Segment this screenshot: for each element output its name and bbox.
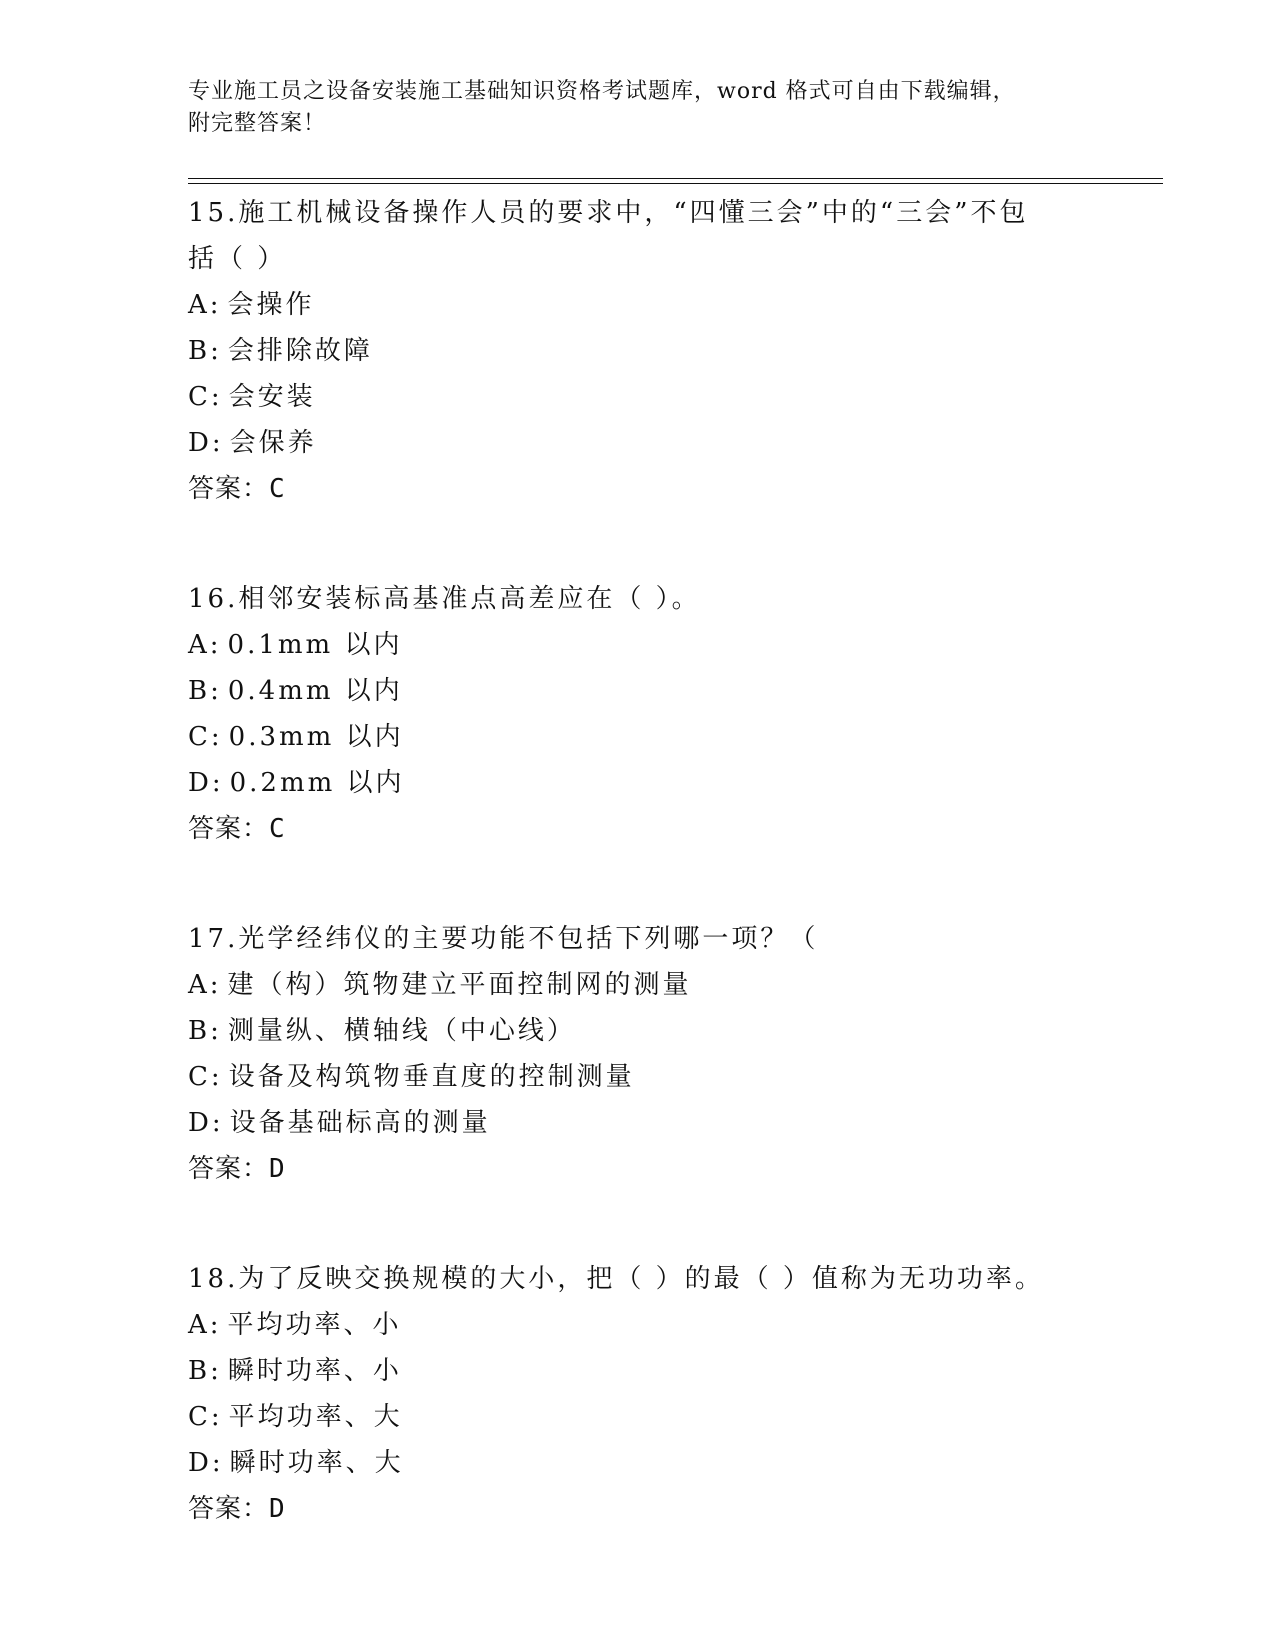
option-key: C: [188,382,223,412]
option-text: 会安装 [228,382,316,412]
question-stem [188,576,1088,622]
question-17 [188,916,1163,1192]
option-text: 平均功率、小 [227,1310,402,1340]
option-text: 瞬时功率、小 [227,1356,402,1386]
option-b [188,668,1163,714]
option-text: 会保养 [229,428,317,458]
option-key: A: [188,630,222,660]
option-a [188,622,1163,668]
option-key: D: [188,768,224,798]
question-stem [188,190,1088,282]
option-key: B: [188,676,222,706]
question-stem-line: 17.光学经纬仪的主要功能不包括下列哪一项？（ [188,924,819,954]
option-key: A: [188,1310,222,1340]
answer-line [188,1486,1163,1532]
option-text: 平均功率、大 [228,1402,403,1432]
option-text: 0.2mm 以内 [229,768,405,798]
option-key: B: [188,1016,222,1046]
option-b [188,328,1163,374]
option-c [188,374,1163,420]
question-stem-line: 括（ ） [188,244,287,274]
option-a [188,962,1163,1008]
option-text: 0.1mm 以内 [227,630,403,660]
option-text: 0.4mm 以内 [227,676,403,706]
option-key: B: [188,1356,222,1386]
option-text: 设备基础标高的测量 [229,1108,491,1138]
question-16 [188,576,1163,852]
option-text: 0.3mm 以内 [228,722,404,752]
option-b [188,1348,1163,1394]
header-line-1: 专业施工员之设备安装施工基础知识资格考试题库，word 格式可自由下载编辑， [188,79,1016,104]
answer-label: 答案： [188,474,270,504]
option-b [188,1008,1163,1054]
answer-value: D [269,1494,286,1524]
answer-line [188,1146,1163,1192]
option-d [188,420,1163,466]
option-text: 测量纵、横轴线（中心线） [227,1016,576,1046]
option-key: C: [188,1062,223,1092]
answer-label: 答案： [188,1494,270,1524]
question-stem [188,1256,1088,1302]
question-stem [188,916,1088,962]
option-c [188,1054,1163,1100]
question-stem-line: 18.为了反映交换规模的大小，把（ ）的最（ ）值称为无功功率。 [188,1264,1044,1294]
option-a [188,282,1163,328]
header-line-2: 附完整答案！ [188,111,327,136]
question-stem-line: 15.施工机械设备操作人员的要求中，“四懂三会”中的“三会”不包 [188,198,1029,228]
option-text: 会排除故障 [227,336,373,366]
option-key: C: [188,1402,223,1432]
option-text: 设备及构筑物垂直度的控制测量 [228,1062,635,1092]
option-text: 瞬时功率、大 [229,1448,404,1478]
option-key: A: [188,290,222,320]
question-18 [188,1256,1163,1532]
option-d [188,760,1163,806]
option-a [188,1302,1163,1348]
option-text: 建（构）筑物建立平面控制网的测量 [227,970,692,1000]
option-key: B: [188,336,222,366]
question-stem-line: 16.相邻安装标高基准点高差应在（ ）。 [188,584,701,614]
option-key: D: [188,1108,224,1138]
answer-label: 答案： [188,1154,270,1184]
document-header [188,76,1088,140]
answer-value: C [269,814,286,844]
option-d [188,1100,1163,1146]
option-text: 会操作 [227,290,315,320]
answer-line [188,806,1163,852]
option-c [188,714,1163,760]
question-15 [188,190,1163,512]
answer-label: 答案： [188,814,270,844]
option-key: D: [188,1448,224,1478]
option-key: C: [188,722,223,752]
answer-line [188,466,1163,512]
option-d [188,1440,1163,1486]
header-double-rule [188,178,1163,184]
answer-value: D [269,1154,286,1184]
answer-value: C [269,474,286,504]
option-key: A: [188,970,222,1000]
question-list [188,190,1163,1596]
option-key: D: [188,428,224,458]
option-c [188,1394,1163,1440]
